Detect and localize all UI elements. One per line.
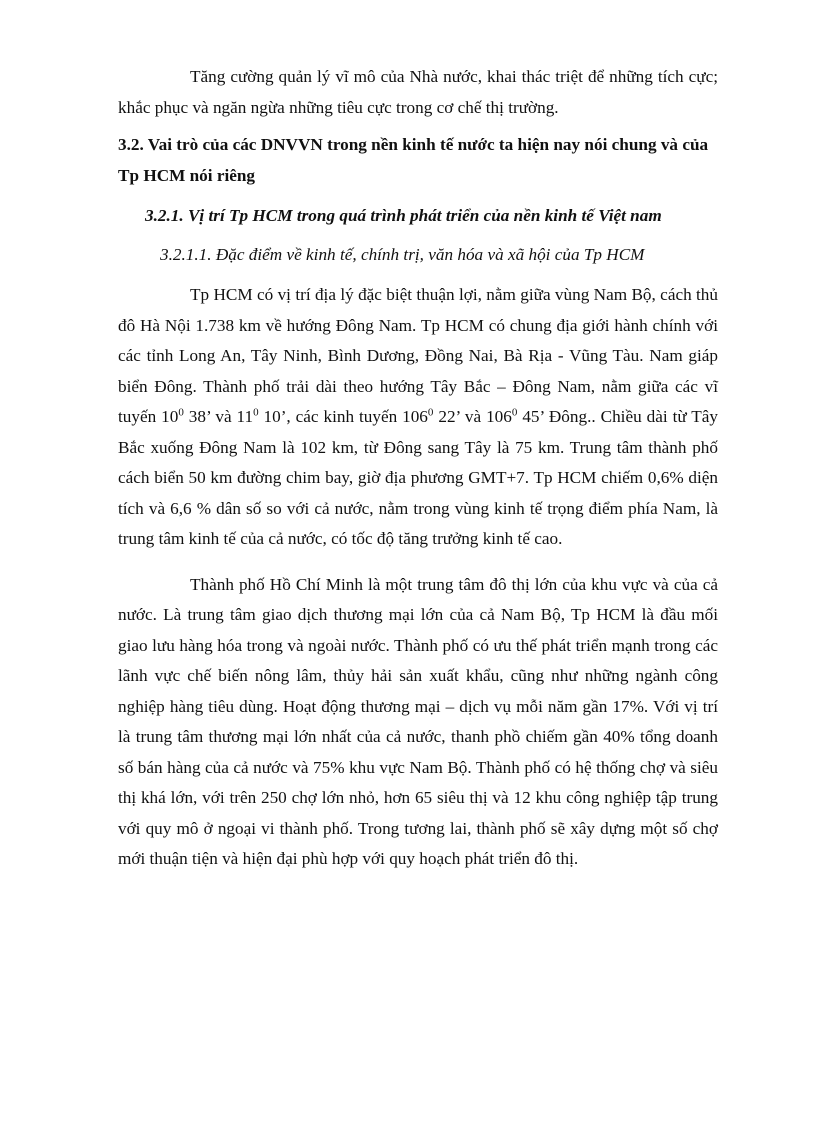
body-paragraph-location: [118, 280, 718, 555]
degree-mark: 0: [253, 406, 259, 419]
degree-mark: 0: [511, 406, 518, 419]
degree-mark: 0: [427, 406, 434, 419]
section-heading-3-2: 3.2. Vai trò của các DNVVN trong nền kinh tế nước ta hiện nay nói chung và của Tp HCM nói riêng: [118, 135, 709, 185]
body-paragraph-economy: Thành phố Hồ Chí Minh là một trung tâm đô thị lớn của khu vực và của cả nước. Là trung tâm giao dịch thương mại lớn của cả Nam Bộ, Tp HCM là đầu mối giao lưu hàng hóa trong và ngoài nước. Thành phố có ưu thế phát triển mạnh trong các lãnh vực chế biến nông lâm, thủy hải sản xuất khẩu, cũng như những ngành công nghiệp hàng tiêu dùng. Hoạt động thương mại – dịch vụ mỗi năm gần 17%. Với vị trí là trung tâm thương mại lớn nhất của cả nước, thanh phồ chiếm gần 40% tổng doanh số bán hàng của cả nước và 75% khu vực Nam Bộ. Thành phố có hệ thống chợ và siêu thị khá lớn, với trên 250 chợ lớn nhỏ, hơn 65 siêu thị và 12 khu công nghiệp tập trung với quy mô ở ngoại vi thành phố. Trong tương lai, thành phố sẽ xây dựng một số chợ mới thuận tiện và hiện đại phù hợp với quy hoạch phát triển đô thị.: [118, 574, 718, 868]
text-run: 38’ và 11: [183, 407, 254, 426]
text-run: 22’ và 106: [433, 407, 512, 426]
degree-mark: 0: [178, 406, 184, 419]
subsection-heading-3-2-1: 3.2.1. Vị trí Tp HCM trong quá trình phát triển của nền kinh tế Việt nam: [145, 206, 662, 225]
text-run: 45’ Đông.. Chiều dài từ Tây Bắc xuống Đông Nam là 102 km, từ Đông sang Tây là 75 km. Trung tâm thành phố cách biển 50 km đường chim bay, giờ địa phương GMT+7. Tp HCM chiếm 0,6% diện tích và 6,6 % dân số so với cả nước, nằm trong vùng kinh tế trọng điểm phía Nam, là trung tâm kinh tế của cả nước, có tốc độ tăng trưởng kinh tế cao.: [118, 407, 719, 548]
text-run: Tp HCM có vị trí địa lý đặc biệt thuận lợi, nằm giữa vùng Nam Bộ, cách thủ đô Hà Nội 1.738 km về hướng Đông Nam. Tp HCM có chung địa giới hành chính với các tỉnh Long An, Tây Ninh, Bình Dương, Đồng Nai, Bà Rịa - Vũng Tàu. Nam giáp biển Đông. Thành phố trải dài theo hướng Tây Bắc – Đông Nam, nằm giữa các vĩ tuyến 10: [118, 285, 718, 426]
document-page: [118, 62, 718, 875]
text-run: 10’, các kinh tuyến 106: [258, 407, 428, 426]
subsubsection-heading-3-2-1-1: 3.2.1.1. Đặc điểm về kinh tế, chính trị, văn hóa và xã hội của Tp HCM: [160, 244, 645, 264]
intro-paragraph: Tăng cường quản lý vĩ mô của Nhà nước, khai thác triệt để những tích cực; khắc phục và ngăn ngừa những tiêu cực trong cơ chế thị trường.: [118, 67, 718, 117]
